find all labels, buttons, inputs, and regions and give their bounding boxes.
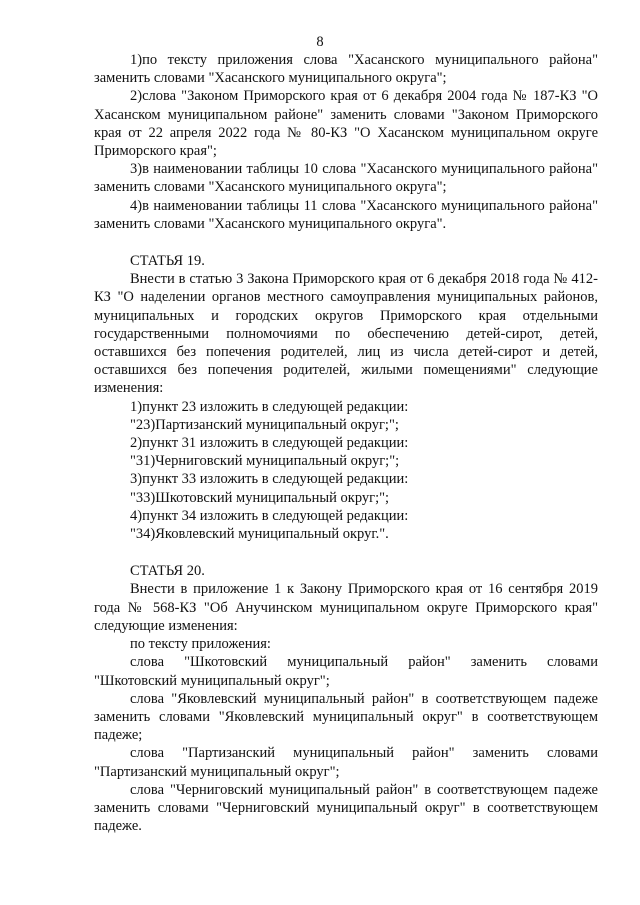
article-19-line: "23)Партизанский муниципальный округ;"; [130,416,399,433]
article-19-line: "33)Шкотовский муниципальный округ;"; [130,489,390,506]
article-20-item: слова "Черниговский муниципальный район" в соответствующем падеже заменить словами "Черниговский муниципальный округ" в соответствующем падеже. [94,781,598,835]
article-20-heading: СТАТЬЯ 20. [130,563,205,580]
amendment-paragraph-4: 4)в наименовании таблицы 11 слова "Хасанского муниципального района" заменить словами "Хасанского муниципального округа". [94,197,598,232]
amendment-paragraph-3: 3)в наименовании таблицы 10 слова "Хасанского муниципального района" заменить словами "Хасанского муниципального округа"; [94,161,598,196]
article-20-intro: Внести в приложение 1 к Закону Приморского края от 16 сентября 2019 года № 568-КЗ "Об Анучинском муниципальном округе Приморского края" следующие изменения: [94,581,598,634]
article-19-heading: СТАТЬЯ 19. [130,253,205,270]
article-19-line: 2)пункт 31 изложить в следующей редакции: [130,435,409,452]
amendment-paragraph-1: 1)по тексту приложения слова "Хасанского муниципального района" заменить словами "Хасанского муниципального округа"; [94,52,598,87]
article-19-line: 3)пункт 33 изложить в следующей редакции: [130,471,409,488]
article-19-intro: Внести в статью 3 Закона Приморского края от 6 декабря 2018 года № 412-КЗ "О наделении органов местного самоуправления муниципальных районов, муниципальных и городских округов Приморского края отдельными государственными полномочиями по обеспечению детей-сирот, детей, оставшихся без попечения родителей, лиц из числа детей-сирот и детей, оставшихся без попечения родителей, жилыми помещениями" следующие изменения: [94,271,598,397]
article-19-line: 4)пункт 34 изложить в следующей редакции: [130,507,409,524]
article-19-line: 1)пункт 23 изложить в следующей редакции: [130,398,409,415]
article-19-line: "34)Яковлевский муниципальный округ.". [130,526,389,543]
article-20-item: слова "Партизанский муниципальный район" заменить словами "Партизанский муниципальный округ"; [94,745,598,780]
amendment-paragraph-2: 2)слова "Законом Приморского края от 6 декабря 2004 года № 187-КЗ "О Хасанском муниципальном районе" заменить словами "Законом Приморского края от 22 апреля 2022 года № 80-КЗ "О Хасанском муниципальном округе Приморского края"; [94,88,598,160]
article-20-item: слова "Яковлевский муниципальный район" в соответствующем падеже заменить словами "Яковлевский муниципальный округ" в соответствующем падеже; [94,690,598,744]
document-body [94,51,598,835]
article-19-line: "31)Черниговский муниципальный округ;"; [130,453,400,470]
page-number: 8 [316,34,324,50]
article-20-item: слова "Шкотовский муниципальный район" заменить словами "Шкотовский муниципальный округ"; [94,654,598,689]
article-20-sub: по тексту приложения: [130,636,271,653]
